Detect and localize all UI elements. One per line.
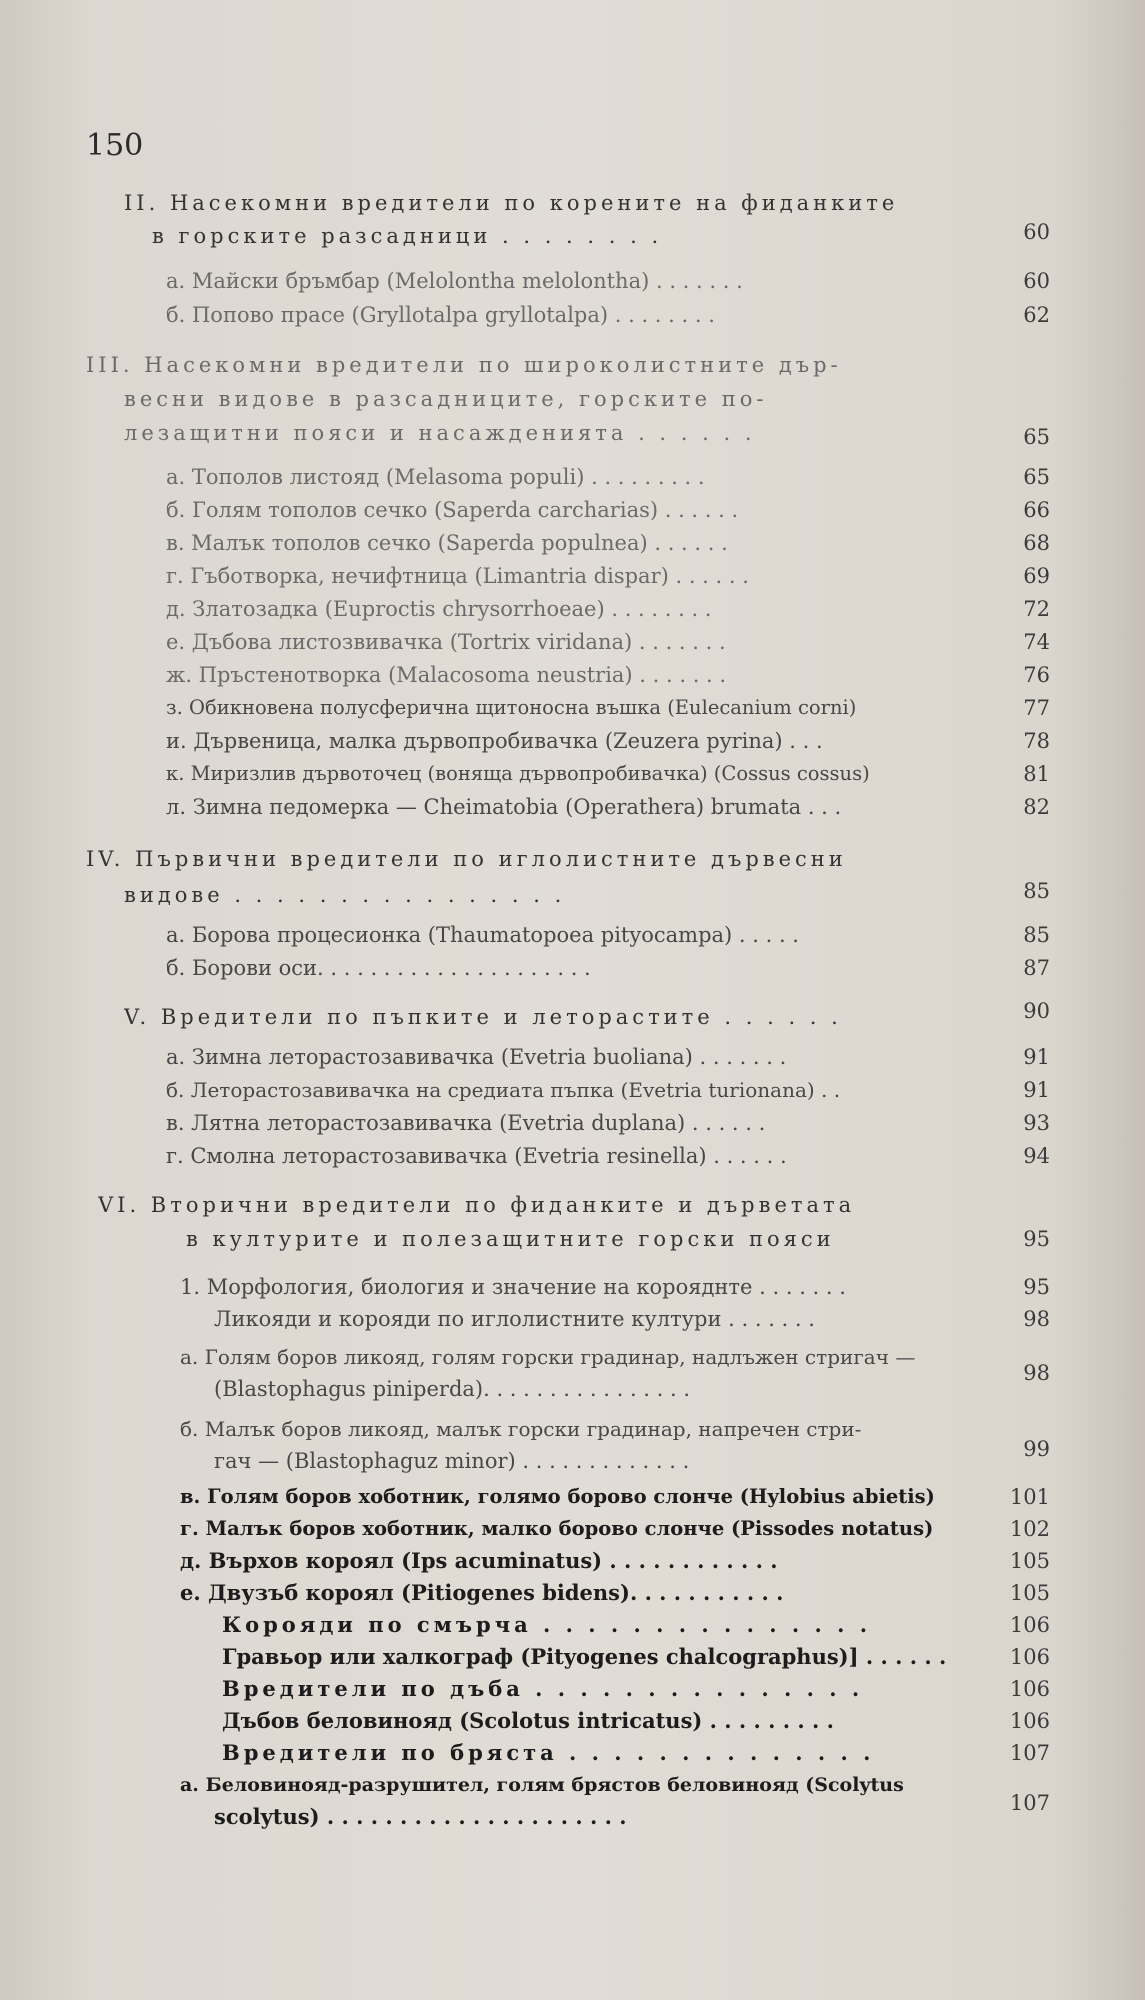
toc-entry-text: к. Миризлив дървоточец (воняща дървопробивачка) (Cossus cossus) [166,762,870,785]
toc-entry-text: д. Златозадка (Euproctis chrysorrhoeae) . . . . . . . . [166,597,712,621]
toc-entry-text: в. Лятна леторастозавивачка (Evetria duplana) . . . . . . [166,1111,766,1135]
toc-entry-text: б. Попово прасе (Gryllotalpa gryllotalpa) . . . . . . . . [166,303,715,327]
toc-entry-text: Дъбов беловинояд (Scolotus intricatus) . . . . . . . . . [222,1708,834,1733]
toc-entry [0,1768,1145,1802]
toc-entry-text: и. Дървеница, малка дървопробивачка (Zeuzera pyrina) . . . [166,729,823,753]
toc-entry [0,526,1145,560]
toc-entry [0,1437,1145,1478]
toc-page-number: 90 [1023,999,1050,1023]
toc-entry [0,559,1145,593]
toc-entry-text: б. Борови оси. . . . . . . . . . . . . . . . . . . . . [166,956,591,980]
toc-entry [0,724,1145,758]
toc-page-number: 69 [1023,564,1050,588]
toc-entry-text: а. Голям боров ликояд, голям горски градинар, надлъжен стригач — [180,1345,916,1369]
toc-entry-text: Корояди по смърча . . . . . . . . . . . . . . . [222,1612,872,1637]
toc-heading-text: видове . . . . . . . . . . . . . . . . [124,883,566,907]
toc-entry [0,1576,1145,1610]
toc-heading [0,382,1145,416]
toc-entry-text: б. Леторастозавивачка на средиата пъпка (Evetria turionana) . . [166,1078,841,1102]
toc-page-number: 106 [1009,1645,1050,1669]
toc-entry-text: в. Малък тополов сечко (Saperda populnea) . . . . . . [166,531,728,555]
toc-entry-text: 1. Морфология, биология и значение на корояднте . . . . . . . [180,1275,846,1299]
toc-entry [0,951,1145,985]
toc-entry [0,1361,1145,1406]
toc-heading [0,1222,1145,1256]
toc-heading [0,878,1145,912]
toc-page-number: 106 [1009,1709,1050,1733]
toc-heading-text: лезащитни пояси и насажденията . . . . . . [124,421,756,445]
toc-heading-text: IV. Първични вредители по иглолистните дървесни [86,847,847,871]
toc-page-number: 91 [1023,1045,1050,1069]
toc-page-number: 85 [1023,923,1050,947]
toc-page-number: 66 [1023,498,1050,522]
toc-heading-text: весни видове в разсадниците, горските по- [124,387,768,411]
toc-entry [0,1480,1145,1514]
toc-page-number: 91 [1023,1078,1050,1102]
toc-page-number: 72 [1023,597,1050,621]
toc-entry-text: г. Гъботворка, нечифтница (Limantria dispar) . . . . . . [166,564,749,588]
toc-entry [0,918,1145,952]
toc-entry-text: гач — (Blastophaguz minor) . . . . . . . . . . . . . [214,1449,690,1473]
toc-entry [0,1512,1145,1546]
toc-heading [0,219,1145,253]
toc-entry [0,1736,1145,1770]
toc-entry-text: г. Смолна леторастозавивачка (Evetria resinella) . . . . . . [166,1144,787,1168]
toc-entry [0,1791,1145,1834]
toc-heading [0,416,1145,450]
toc-heading-text: VI. Вторични вредители по фиданките и дърветата [98,1193,856,1217]
toc-heading [0,1000,1145,1034]
toc-page-number: 105 [1009,1549,1050,1573]
toc-page-number: 81 [1023,762,1050,786]
toc-entry-text: scolytus) . . . . . . . . . . . . . . . . . . . . . [214,1804,627,1829]
toc-page-number: 68 [1023,531,1050,555]
toc-entry [0,1040,1145,1074]
toc-entry [0,1270,1145,1304]
toc-entry-text: а. Майски бръмбар (Melolontha melolontha) . . . . . . . [166,269,743,293]
toc-page-number: 95 [1023,1275,1050,1299]
toc-entry [0,1672,1145,1706]
toc-page-number: 98 [1023,1361,1050,1385]
toc-entry-text: а. Беловинояд-разрушител, голям брястов беловинояд (Scolytus [180,1774,904,1796]
toc-entry-text: л. Зимна педомерка — Cheimatobia (Operathera) brumata . . . [166,795,842,819]
toc-heading-text: в културите и полезащитните горски пояси [186,1227,835,1251]
toc-page-number: 95 [1023,1227,1050,1251]
toc-page-number: 102 [1009,1517,1050,1541]
toc-page-number: 107 [1009,1741,1050,1765]
toc-page-number: 74 [1023,630,1050,654]
toc-entry [0,1106,1145,1140]
toc-page-number: 65 [1023,425,1050,449]
toc-heading [0,186,1145,220]
toc-entry [0,1640,1145,1674]
toc-heading-text: II. Насекомни вредители по корените на фиданките [124,191,899,215]
toc-entry-text: Вредители по дъба . . . . . . . . . . . . . . . [222,1676,864,1701]
toc-entry-text: г. Малък боров хоботник, малко борово слонче (Pissodes notatus) [180,1517,934,1540]
toc-entry-text: д. Върхов короял (Ips acuminatus) . . . . . . . . . . . . [180,1548,778,1573]
toc-heading [0,842,1145,876]
toc-page-number: 65 [1023,465,1050,489]
toc-entry [0,298,1145,332]
toc-heading [0,348,1145,382]
toc-page-number: 98 [1023,1307,1050,1331]
toc-page-number: 106 [1009,1613,1050,1637]
toc-entry [0,1302,1145,1336]
toc-page-number: 101 [1009,1485,1050,1509]
toc-page-number: 62 [1023,303,1050,327]
toc-page-number: 60 [1023,269,1050,293]
toc-entry [0,1340,1145,1374]
toc-page-number: 60 [1023,220,1050,244]
toc-entry-text: (Blastophagus piniperda). . . . . . . . . . . . . . . . [214,1377,691,1401]
toc-page-number: 105 [1009,1581,1050,1605]
toc-entry-text: а. Зимна леторастозавивачка (Evetria buoliana) . . . . . . . [166,1045,787,1069]
toc-entry-text: з. Обикновена полусферична щитоносна въшка (Eulecanium corni) [166,696,857,719]
toc-entry [0,790,1145,824]
toc-entry-text: а. Тополов листояд (Melasoma populi) . . . . . . . . . [166,465,705,489]
toc-entry [0,1412,1145,1446]
toc-entry-text: е. Двузъб короял (Pitiogenes bidens). . . . . . . . . . . [180,1580,784,1605]
toc-entry [0,493,1145,527]
toc-entry-text: Гравьор или халкограф (Pityogenes chalcographus)] . . . . . . [222,1644,947,1669]
toc-entry [0,757,1145,791]
toc-entry [0,658,1145,692]
toc-entry [0,1704,1145,1738]
toc-heading [0,1188,1145,1222]
toc-entry [0,1139,1145,1173]
toc-heading-text: III. Насекомни вредители по широколистните дър- [86,353,842,377]
toc-page-number: 87 [1023,956,1050,980]
toc-entry-text: е. Дъбова листозвивачка (Tortrix viridana) . . . . . . . [166,630,726,654]
toc-entry [0,592,1145,626]
toc-page-number: 106 [1009,1677,1050,1701]
toc-page-number: 94 [1023,1144,1050,1168]
toc-page-number: 77 [1023,696,1050,720]
toc-entry [0,460,1145,494]
toc-entry-text: ж. Пръстенотворка (Malacosoma neustria) . . . . . . . [166,663,727,687]
toc-entry [0,691,1145,725]
toc-page-number: 78 [1023,729,1050,753]
toc-page-number: 76 [1023,663,1050,687]
toc-entry-text: Ликояди и корояди по иглолистните култури . . . . . . . [214,1307,815,1331]
toc-page-number: 107 [1009,1791,1050,1815]
toc-page-number: 99 [1023,1437,1050,1461]
toc-entry [0,264,1145,298]
toc-heading-text: V. Вредители по пъпките и леторастите . . . . . . [124,1005,842,1029]
toc-page-number: 93 [1023,1111,1050,1135]
toc-entry-text: б. Малък боров ликояд, малък горски градинар, напречен стри- [180,1417,862,1441]
toc-heading-text: в горските разсадници . . . . . . . . [152,224,663,248]
toc-entry [0,1544,1145,1578]
toc-entry [0,1608,1145,1642]
toc-page-number: 82 [1023,795,1050,819]
toc-entry-text: б. Голям тополов сечко (Saperda carcharias) . . . . . . [166,498,739,522]
toc-entry-text: Вредители по бряста . . . . . . . . . . . . . . [222,1740,875,1765]
toc-entry-text: в. Голям боров хоботник, голямо борово слонче (Hylobius abietis) [180,1485,935,1508]
toc-entry-text: а. Борова процесионка (Thaumatopoea pityocampa) . . . . . [166,923,799,947]
page-number: 150 [86,128,144,163]
toc-page-number: 85 [1023,879,1050,903]
toc-entry [0,1073,1145,1107]
toc-entry [0,625,1145,659]
